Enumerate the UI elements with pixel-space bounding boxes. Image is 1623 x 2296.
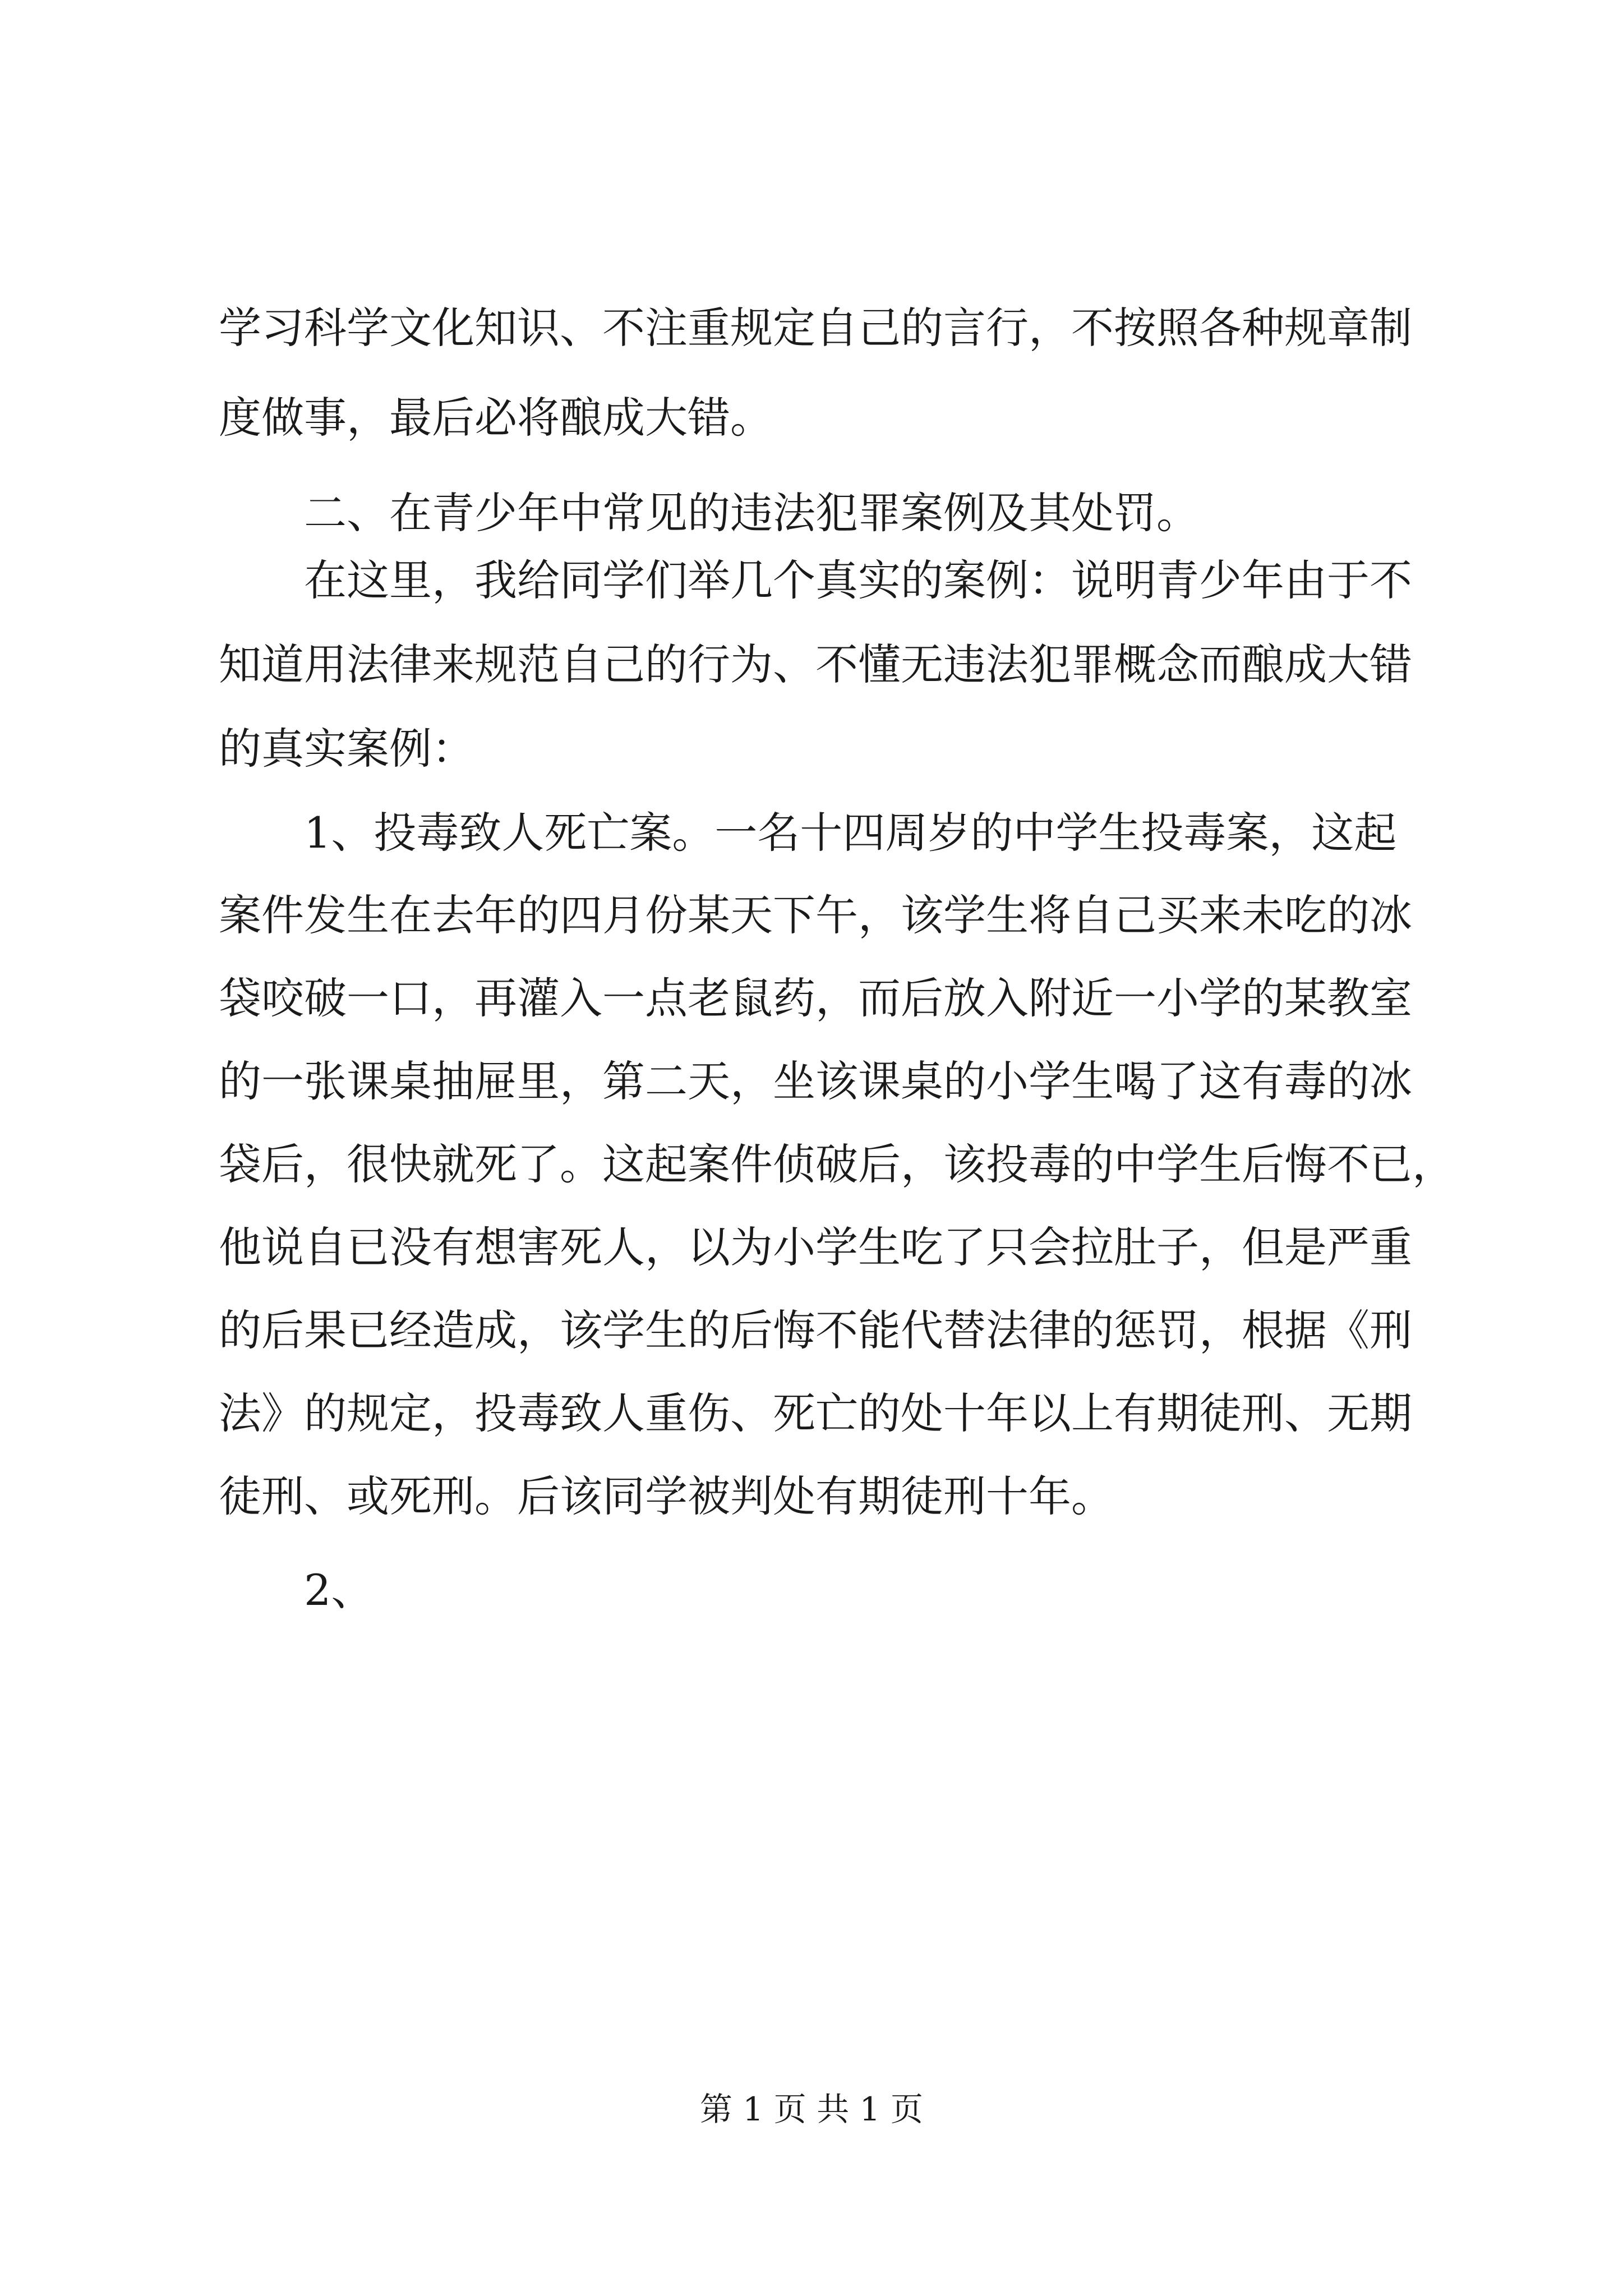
text-line: 他说自已没有想害死人，以为小学生吃了只会拉肚子，但是严重 xyxy=(219,1222,1412,1272)
text-line: 度做事，最后必将酿成大错。 xyxy=(219,393,773,443)
text-line: 袋后，很快就死了。这起案件侦破后，该投毒的中学生后悔不已， xyxy=(219,1139,1455,1189)
text-line: 1、投毒致人死亡案。一名十四周岁的中学生投毒案，这起 xyxy=(304,808,1397,858)
text-line: 的一张课桌抽屉里，第二天，坐该课桌的小学生喝了这有毒的冰 xyxy=(219,1056,1412,1106)
text-line: 袋咬破一口，再灌入一点老鼠药，而后放入附近一小学的某教室 xyxy=(219,973,1412,1023)
section-heading: 二、在青少年中常见的违法犯罪案例及其处罚。 xyxy=(304,488,1199,538)
page-footer: 第 1 页 共 1 页 xyxy=(700,2090,923,2128)
text-line: 2、 xyxy=(304,1565,374,1615)
text-line: 学习科学文化知识、不注重规定自己的言行，不按照各种规章制 xyxy=(219,303,1412,353)
text-line: 的真实案例： xyxy=(219,724,474,774)
text-line: 徒刑、或死刑。后该同学被判处有期徒刑十年。 xyxy=(219,1471,1114,1521)
text-line: 法》的规定，投毒致人重伤、死亡的处十年以上有期徒刑、无期 xyxy=(219,1388,1412,1438)
text-line: 在这里，我给同学们举几个真实的案例：说明青少年由于不 xyxy=(304,555,1412,605)
text-line: 案件发生在去年的四月份某天下午，该学生将自己买来未吃的冰 xyxy=(219,890,1412,940)
text-line: 的后果已经造成，该学生的后悔不能代替法律的惩罚，根据《刑 xyxy=(219,1305,1412,1355)
text-line: 知道用法律来规范自己的行为、不懂无违法犯罪概念而酿成大错 xyxy=(219,639,1412,689)
